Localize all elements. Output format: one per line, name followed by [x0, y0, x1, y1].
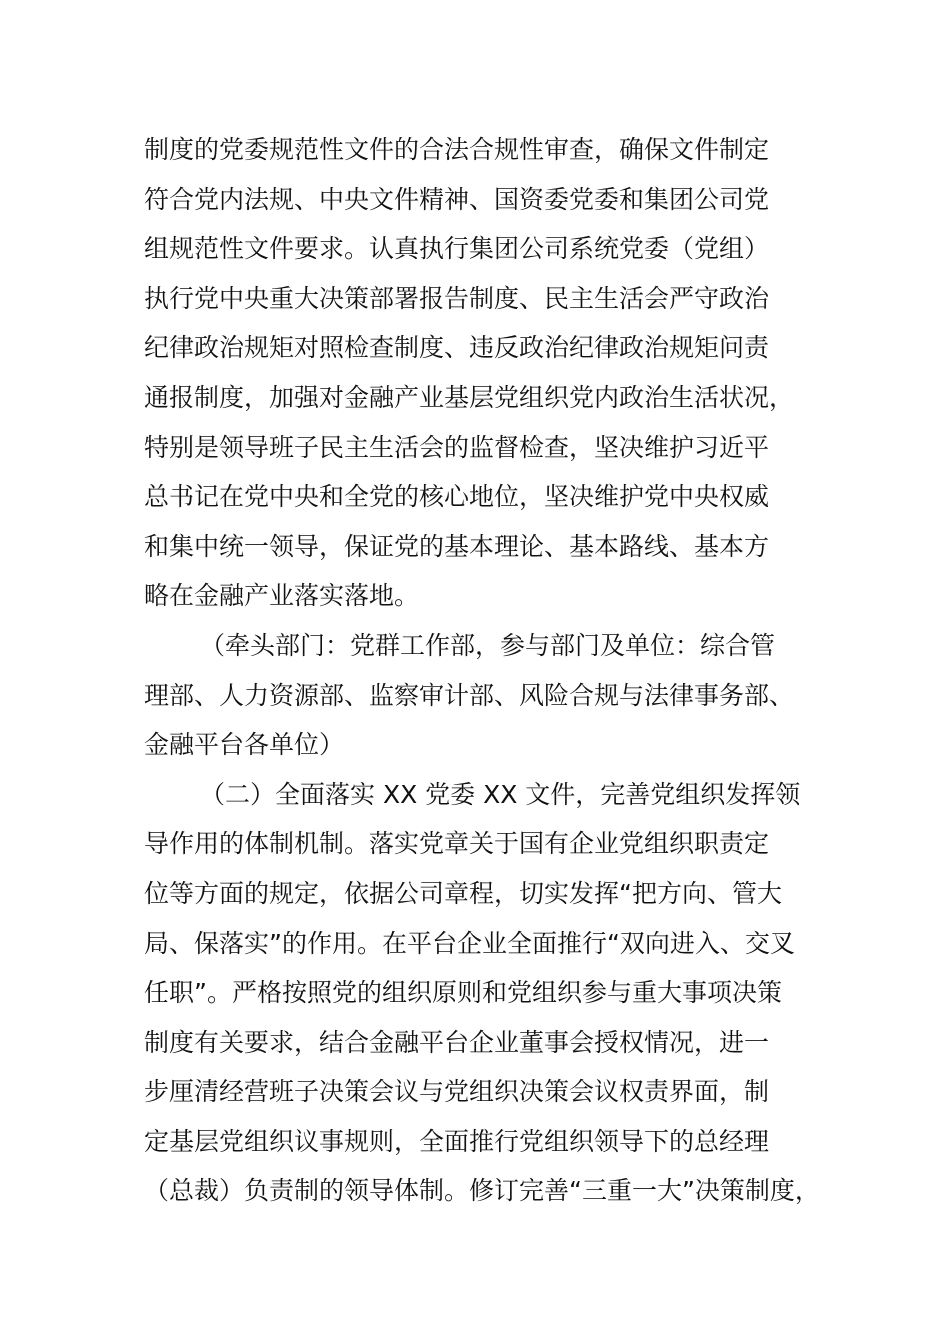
text-line: 位等方面的规定，依据公司章程，切实发挥“把方向、管大 [144, 878, 782, 908]
text-line: （牵头部门：党群工作部，参与部门及单位：综合管 [200, 630, 776, 660]
text-line: 金融平台各单位） [144, 730, 345, 760]
text-line: 略在金融产业落实落地。 [144, 581, 420, 611]
text-line: 组规范性文件要求。认真执行集团公司系统党委（党组） [144, 234, 770, 264]
text-line: 理部、人力资源部、监察审计部、风险合规与法律事务部、 [144, 680, 795, 710]
text-line: 制度有关要求，结合金融平台企业董事会授权情况，进一 [144, 1027, 770, 1057]
body-text [144, 125, 844, 1216]
text-line: 特别是领导班子民主生活会的监督检查，坚决维护习近平 [144, 432, 770, 462]
text-line: （总裁）负责制的领导体制。修订完善“三重一大”决策制度， [144, 1176, 820, 1206]
text-line: 制度的党委规范性文件的合法合规性审查，确保文件制定 [144, 135, 770, 164]
text-line: 任职”。严格按照党的组织原则和党组织参与重大事项决策 [144, 978, 782, 1008]
text-line: 步厘清经营班子决策会议与党组织决策会议权责界面，制 [144, 1077, 770, 1107]
text-line: 定基层党组织议事规则，全面推行党组织领导下的总经理 [144, 1126, 770, 1156]
text-line: （二）全面落实 XX 党委 XX 文件，完善党组织发挥领 [200, 779, 801, 809]
text-line: 通报制度，加强对金融产业基层党组织党内政治生活状况， [144, 382, 795, 412]
text-line: 纪律政治规矩对照检查制度、违反政治纪律政治规矩问责 [144, 333, 770, 363]
text-line: 执行党中央重大决策部署报告制度、民主生活会严守政治 [144, 283, 770, 313]
text-line: 导作用的体制机制。落实党章关于国有企业党组织职责定 [144, 829, 770, 859]
text-line: 符合党内法规、中央文件精神、国资委党委和集团公司党 [144, 184, 770, 214]
text-line: 总书记在党中央和全党的核心地位，坚决维护党中央权威 [144, 482, 770, 512]
text-line: 和集中统一领导，保证党的基本理论、基本路线、基本方 [144, 531, 770, 561]
text-line: 局、保落实”的作用。在平台企业全面推行“双向进入、交叉 [144, 928, 795, 958]
